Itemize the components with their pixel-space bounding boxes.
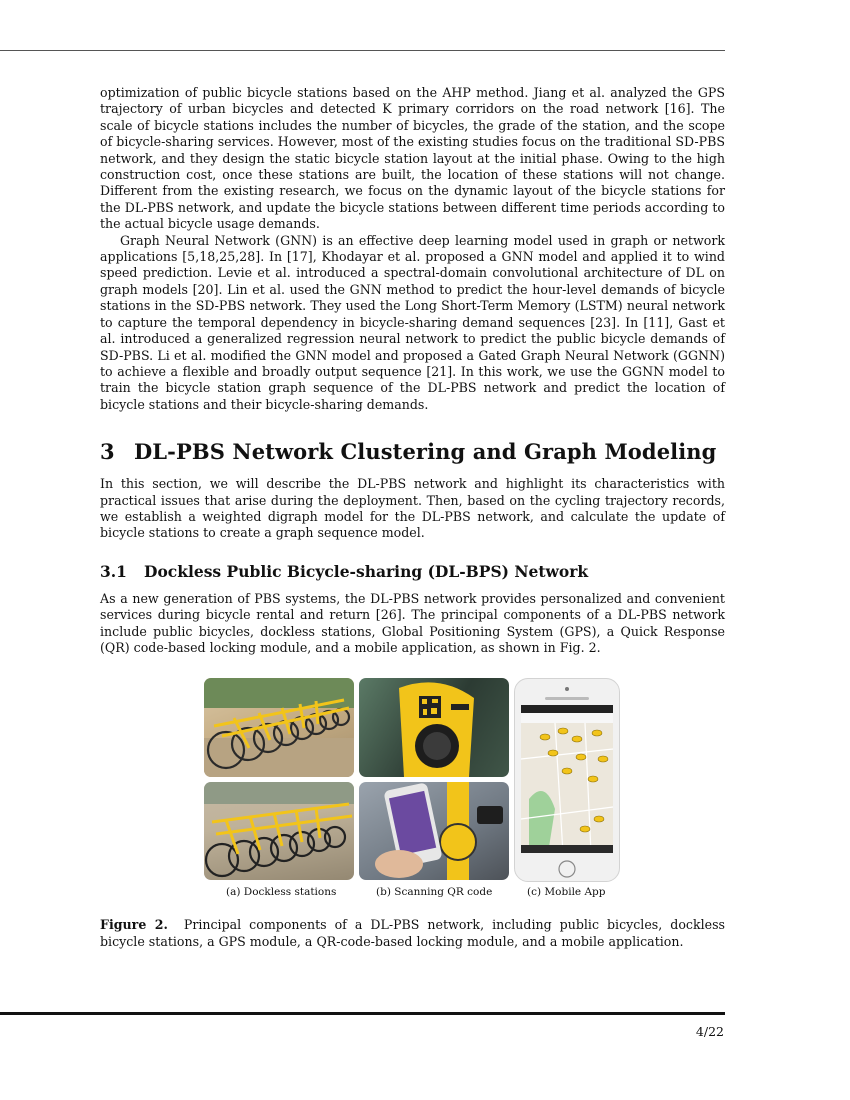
figure-caption-text: Principal components of a DL-PBS network, including public bicycles, dockless bicycle stations, a GPS module, a QR-code-based locking module, and a mobile application. xyxy=(100,917,725,949)
subcaption-b: (b) Scanning QR code xyxy=(376,886,493,899)
paragraph-section-intro: In this section, we will describe the DL-PBS network and highlight its characteristics with practical issues that arise during the deployment. Then, based on the cycling trajectory records, we establish a weighted digraph model for the DL-PBS network, and calculate the update of bicycle stations to create a graph sequence model. xyxy=(100,476,725,541)
photo-dockless-bicycles-parked xyxy=(204,782,354,880)
figure-caption xyxy=(100,917,725,950)
section-heading xyxy=(100,439,725,464)
subsection-number: 3.1 xyxy=(100,561,127,581)
subsection-title: Dockless Public Bicycle-sharing (DL-BPS) Network xyxy=(144,561,589,581)
figure-label: Figure 2. xyxy=(100,917,168,933)
section-number: 3 xyxy=(100,439,115,465)
subcaption-c: (c) Mobile App xyxy=(527,886,606,899)
photo-dockless-bicycles-row xyxy=(204,678,354,777)
subsection-heading xyxy=(100,562,725,581)
page-number: 4/22 xyxy=(695,1024,724,1039)
paragraph-dlpbs-components: As a new generation of PBS systems, the DL-PBS network provides personalized and convenient services during bicycle rental and return [26]. The principal components of a DL-PBS network include public bicycles, dockless stations, Global Positioning System (GPS), a Quick Response (QR) code-based locking module, and a mobile application, as shown in Fig. 2. xyxy=(100,590,725,655)
footer-rule xyxy=(0,1012,725,1015)
paragraph-related-work-gnn: Graph Neural Network (GNN) is an effective deep learning model used in graph or network applications [5,18,25,28]. In [17], Khodayar et al. proposed a GNN model and applied it to wind speed prediction. Levie et al. introduced a spectral-domain convolutional architecture of DL on graph models [20]. Lin et al. used the GNN method to predict the hour-level demands of bicycle stations in the SD-PBS network. They used the Long Short-Term Memory (LSTM) neural network to capture the temporal dependency in bicycle-sharing demand sequences [23]. In [11], Gast et al. introduced a generalized regression neural network to predict the public bicycle demands of SD-PBS. Li et al. modified the GNN model and proposed a Gated Graph Neural Network (GGNN) to achieve a flexible and broadly output sequence [21]. In this work, we use the GGNN model to train the bicycle station graph sequence of the DL-PBS network and predict the location of bicycle stations and their bicycle-sharing demands. xyxy=(100,232,725,412)
header-rule xyxy=(0,50,725,51)
photo-smart-lock-qr xyxy=(359,678,509,777)
section-title: DL-PBS Network Clustering and Graph Modeling xyxy=(134,439,717,465)
photo-mobile-app xyxy=(514,678,620,882)
figure-2 xyxy=(100,678,725,903)
photo-phone-scanning-lock xyxy=(359,782,509,880)
paragraph-related-work-stations: optimization of public bicycle stations based on the AHP method. Jiang et al. analyzed the GPS trajectory of urban bicycles and detected K primary corridors on the road network [16]. The scale of bicycle stations includes the number of bicycles, the grade of the station, and the scope of bicycle-sharing services. However, most of the existing studies focus on the traditional SD-PBS network, and they design the static bicycle station layout at the initial phase. Owing to the high construction cost, once these stations are built, the location of these stations will not change. Different from the existing research, we focus on the dynamic layout of the bicycle stations for the DL-PBS network, and update the bicycle stations between different time periods according to the actual bicycle usage demands. xyxy=(100,85,725,232)
subcaption-a: (a) Dockless stations xyxy=(226,886,337,899)
page-content xyxy=(100,85,725,950)
